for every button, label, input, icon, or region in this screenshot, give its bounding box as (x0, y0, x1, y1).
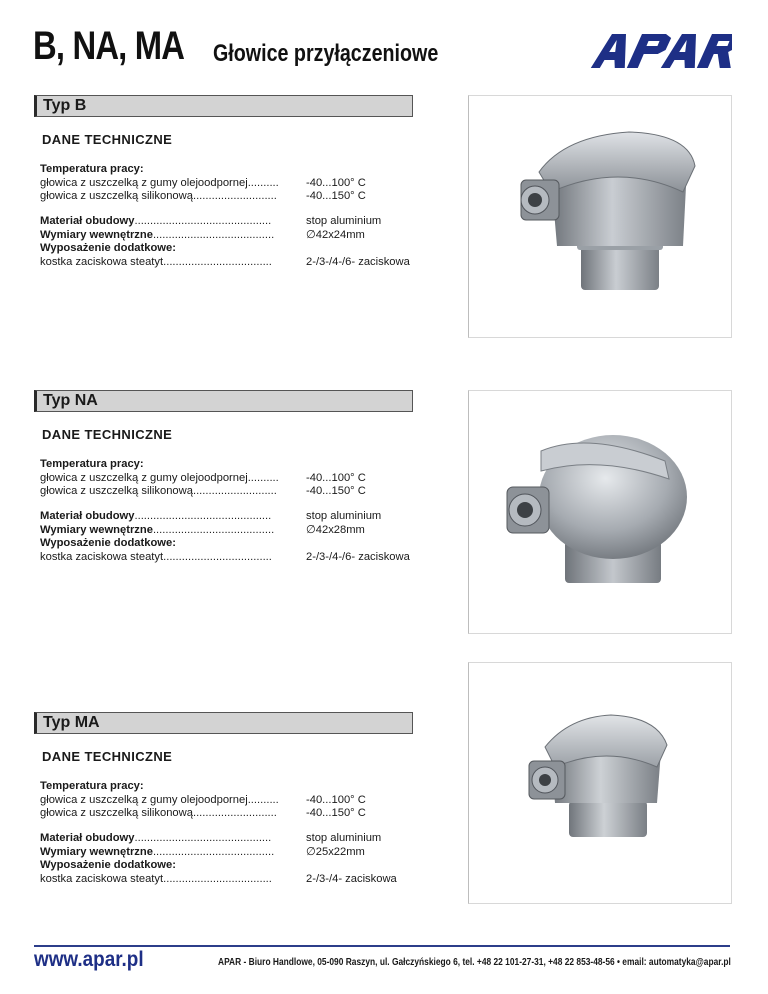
temp-row-label: głowica z uszczelką z gumy olejoodpornej.......... (40, 471, 279, 484)
product-photo-b (468, 95, 732, 338)
material-value: stop aluminium (306, 215, 382, 227)
material-value: stop aluminium (306, 832, 382, 844)
extra-row-value: 2-/3-/4- zaciskowa (306, 872, 397, 885)
material-row: Materiał obudowy............................................ (40, 215, 272, 227)
page-title: B, NA, MA (33, 24, 185, 68)
temp-row-value: -40...100° C (306, 471, 366, 484)
apar-logo (586, 34, 732, 68)
temp-row-label: głowica z uszczelką silikonową........................... (40, 485, 277, 498)
product-photo-ma (468, 662, 732, 904)
type-label-bar: Typ B (34, 95, 413, 117)
section-heading: DANE TECHNICZNE (42, 132, 173, 147)
temp-row-label: głowica z uszczelką z gumy olejoodpornej.......... (40, 793, 279, 806)
extra-row-value: 2-/3-/4-/6- zaciskowa (306, 255, 410, 268)
extra-label: Wyposażenie dodatkowe: (40, 859, 176, 872)
dimensions-value: ∅42x28mm (306, 523, 365, 536)
type-label-bar: Typ MA (34, 712, 413, 734)
material-value: stop aluminium (306, 510, 382, 522)
temp-row-label: głowica z uszczelką silikonową........................... (40, 807, 277, 820)
material-row: Materiał obudowy............................................ (40, 510, 272, 522)
dimensions-value: ∅25x22mm (306, 845, 365, 858)
extra-label: Wyposażenie dodatkowe: (40, 537, 176, 550)
extra-row-value: 2-/3-/4-/6- zaciskowa (306, 550, 410, 563)
footer-address: APAR - Biuro Handlowe, 05-090 Raszyn, ul. Gałczyńskiego 6, tel. +48 22 101-27-31, +48 22 853-48-56 • email: automatyka@apar.pl (218, 956, 731, 968)
dimensions-value: ∅42x24mm (306, 228, 365, 241)
dimensions-row: Wymiary wewnętrzne....................................... (40, 845, 275, 858)
temp-row-value: -40...100° C (306, 176, 366, 189)
extra-row-label: kostka zaciskowa steatyt................................... (40, 255, 272, 268)
page-subtitle: Głowice przyłączeniowe (213, 40, 439, 67)
temp-row-value: -40...150° C (306, 807, 366, 820)
spec-section (34, 390, 434, 590)
temp-label: Temperatura pracy: (40, 458, 144, 470)
section-heading: DANE TECHNICZNE (42, 749, 173, 764)
footer-website-link[interactable]: www.apar.pl (34, 948, 144, 971)
material-row: Materiał obudowy............................................ (40, 832, 272, 844)
temp-row-value: -40...150° C (306, 190, 366, 203)
type-label-bar: Typ NA (34, 390, 413, 412)
temp-label: Temperatura pracy: (40, 780, 144, 792)
spec-section (34, 95, 434, 295)
temp-label: Temperatura pracy: (40, 163, 144, 175)
dimensions-row: Wymiary wewnętrzne....................................... (40, 523, 275, 536)
extra-row-label: kostka zaciskowa steatyt................................... (40, 550, 272, 563)
temp-row-value: -40...150° C (306, 485, 366, 498)
section-heading: DANE TECHNICZNE (42, 427, 173, 442)
temp-row-label: głowica z uszczelką silikonową........................... (40, 190, 277, 203)
spec-section (34, 712, 434, 912)
footer-divider (34, 945, 730, 947)
extra-label: Wyposażenie dodatkowe: (40, 242, 176, 255)
temp-row-label: głowica z uszczelką z gumy olejoodpornej.......... (40, 176, 279, 189)
dimensions-row: Wymiary wewnętrzne....................................... (40, 228, 275, 241)
product-photo-na (468, 390, 732, 634)
temp-row-value: -40...100° C (306, 793, 366, 806)
extra-row-label: kostka zaciskowa steatyt................................... (40, 872, 272, 885)
